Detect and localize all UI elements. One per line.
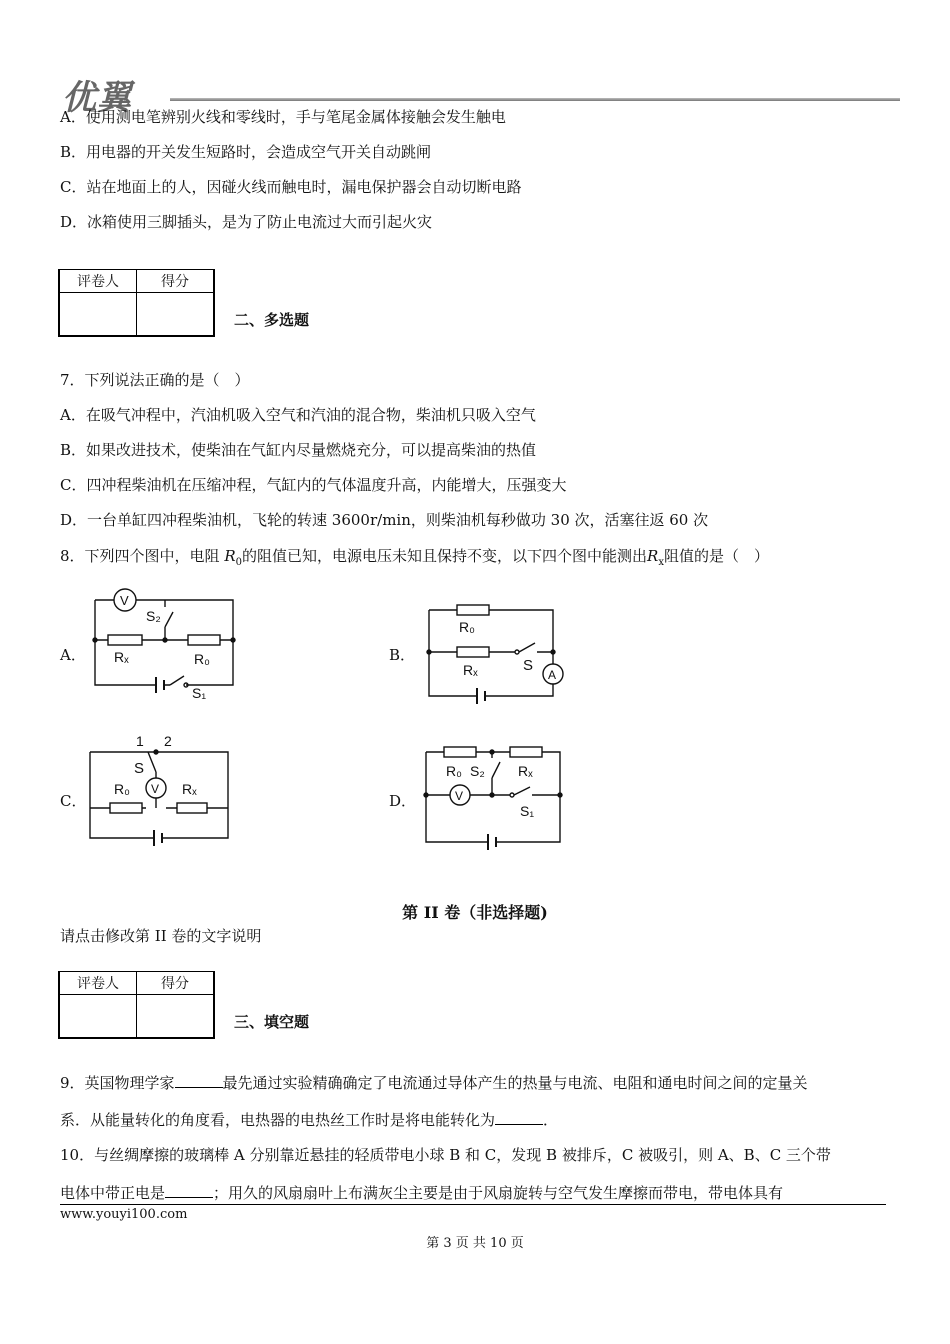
q10-line-2: 电体中带正电是 ；用久的风扇扇叶上布满灰尘主要是由于风扇旋转与空气发生摩擦而带电，带电体具有 <box>60 1184 784 1202</box>
switch-s-label: S <box>134 760 145 777</box>
resistor-rx <box>510 747 542 757</box>
header-rule <box>170 98 900 101</box>
rx-label: Rₓ <box>463 662 478 678</box>
score-cell[interactable] <box>137 995 215 1039</box>
switch-contact <box>510 793 514 797</box>
section-title-fill-in: 三、填空题 <box>234 1013 310 1031</box>
page-number: 第 3 页 共 10 页 <box>426 1236 524 1251</box>
resistor-r0 <box>444 747 476 757</box>
switch-s2-icon <box>165 600 173 640</box>
switch-s1-icon <box>170 676 186 685</box>
score-header: 得分 <box>137 270 215 293</box>
answer-blank[interactable] <box>175 1073 223 1088</box>
resistor-r0 <box>457 605 489 615</box>
r0-label: R₀ <box>459 619 475 635</box>
rx-label: Rₓ <box>182 781 197 797</box>
q8-label-b: B． <box>389 646 416 664</box>
grader-cell[interactable] <box>59 995 137 1039</box>
q6-option-d: D．冰箱使用三脚插头，是为了防止电流过大而引起火灾 <box>60 213 433 231</box>
score-header: 得分 <box>137 972 215 995</box>
switch-s2-label: S₂ <box>470 763 485 779</box>
circuit-diagram-b <box>415 598 575 708</box>
circuit-b-branch <box>429 643 553 652</box>
resistor-rx <box>108 635 142 645</box>
q10-line-1: 10．与丝绸摩擦的玻璃棒 A 分别靠近悬挂的轻质带电小球 B 和 C，发现 B 被排斥，C 被吸引，则 A、B、C 三个带 <box>60 1146 831 1164</box>
r0-label: R₀ <box>114 781 130 797</box>
q7-option-a: A．在吸气冲程中，汽油机吸入空气和汽油的混合物，柴油机只吸入空气 <box>60 406 536 424</box>
answer-blank[interactable] <box>495 1110 543 1125</box>
terminal-1-label: 1 <box>136 733 144 749</box>
switch-contact <box>515 650 519 654</box>
q7-option-b: B．如果改进技术，使柴油在气缸内尽量燃烧充分，可以提高柴油的热值 <box>60 441 537 459</box>
footer-url[interactable]: www.youyi100.com <box>60 1207 188 1222</box>
footer-rule <box>60 1204 886 1205</box>
battery-icon <box>156 677 164 693</box>
junction-dot <box>427 650 431 654</box>
section-title-multiple-choice: 二、多选题 <box>234 311 310 329</box>
q8-label-d: D． <box>389 792 417 810</box>
switch-s1-label: S₁ <box>520 803 535 819</box>
q6-option-c: C．站在地面上的人，因碰火线而触电时，漏电保护器会自动切断电路 <box>60 178 522 196</box>
volume-2-note[interactable]: 请点击修改第 II 卷的文字说明 <box>60 927 262 945</box>
r0-label: R₀ <box>194 651 210 667</box>
junction-dot <box>551 650 555 654</box>
resistor-r0 <box>110 803 142 813</box>
score-table-1 <box>58 269 215 337</box>
score-cell[interactable] <box>137 293 215 337</box>
junction-dot <box>163 638 167 642</box>
junction-dot <box>558 793 562 797</box>
battery-icon <box>154 830 162 846</box>
resistor-r0 <box>188 635 220 645</box>
q6-option-a: A．使用测电笔辨别火线和零线时，手与笔尾金属体接触会发生触电 <box>60 108 506 126</box>
switch-s-label: S <box>523 657 534 674</box>
battery-icon <box>488 834 496 850</box>
grader-header: 评卷人 <box>59 270 137 293</box>
q9-line-2: 系．从能量转化的角度看，电热器的电热丝工作时是将电能转化为 ． <box>60 1111 559 1129</box>
voltmeter-label: V <box>455 789 464 803</box>
q9-line-1: 9．英国物理学家 最先通过实验精确确定了电流通过导体产生的热量与电流、电阻和通电时间之间的定量关 <box>60 1074 808 1092</box>
junction-dot <box>490 750 494 754</box>
circuit-diagram-c <box>80 730 240 850</box>
junction-dot <box>93 638 97 642</box>
resistor-rx <box>457 647 489 657</box>
junction-dot <box>490 793 494 797</box>
r0-label: R₀ <box>446 763 462 779</box>
battery-icon <box>477 688 485 704</box>
junction-dot <box>231 638 235 642</box>
score-table-2 <box>58 971 215 1039</box>
volume-2-title: 第 II 卷（非选择题) <box>402 903 548 922</box>
circuit-b-wires <box>429 610 553 696</box>
circuit-diagram-d <box>414 738 574 856</box>
q8-label-c: C． <box>60 792 87 810</box>
q7-option-d: D．一台单缸四冲程柴油机，飞轮的转速 3600r/min，则柴油机每秒做功 30 次，活塞往返 60 次 <box>60 511 709 529</box>
switch-s1-label: S₁ <box>192 685 207 700</box>
ammeter-label: A <box>548 668 557 682</box>
voltmeter-label: V <box>151 782 160 796</box>
youyi-logo: 优翼 <box>62 78 132 118</box>
q7-stem: 7．下列说法正确的是（ ） <box>60 371 250 389</box>
circuit-diagram-a <box>80 585 250 700</box>
terminal-2-label: 2 <box>164 733 172 749</box>
junction-dot <box>154 750 158 754</box>
rx-label: Rₓ <box>114 649 129 665</box>
grader-header: 评卷人 <box>59 972 137 995</box>
q7-option-c: C．四冲程柴油机在压缩冲程，气缸内的气体温度升高，内能增大，压强变大 <box>60 476 567 494</box>
rx-label: Rₓ <box>518 763 533 779</box>
answer-blank[interactable] <box>165 1183 213 1198</box>
q8-stem: 8．下列四个图中，电阻 $R_0$的阻值已知，电源电压未知且保持不变，以下四个图中能测出$R_x$阻值的是（ ） <box>60 547 769 568</box>
q6-option-b: B．用电器的开关发生短路时，会造成空气开关自动跳闸 <box>60 143 432 161</box>
voltmeter-label: V <box>120 593 129 608</box>
grader-cell[interactable] <box>59 293 137 337</box>
switch-s2-icon <box>492 752 500 795</box>
junction-dot <box>424 793 428 797</box>
q8-label-a: A． <box>60 646 86 664</box>
switch-s2-label: S₂ <box>146 608 161 624</box>
resistor-rx <box>177 803 207 813</box>
